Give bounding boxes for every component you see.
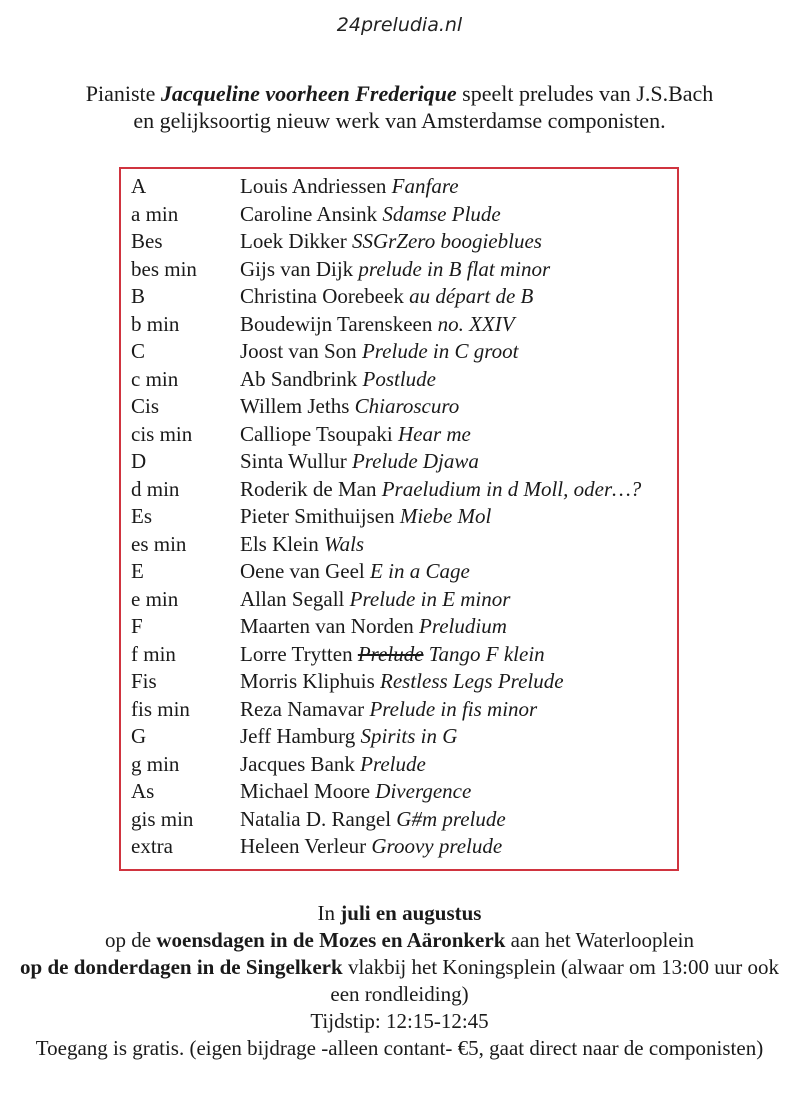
intro-suffix: speelt preludes van J.S.Bach bbox=[456, 81, 714, 106]
composer-name: Morris Kliphuis bbox=[240, 669, 375, 693]
piece-title: no. XXIV bbox=[437, 311, 515, 336]
info-text: aan het Waterlooplein bbox=[505, 928, 694, 952]
composer-name: Natalia D. Rangel bbox=[240, 806, 392, 831]
program-key: f min bbox=[131, 641, 176, 666]
site-url: 24preludia.nl bbox=[336, 14, 463, 36]
piece-title: Restless Legs Prelude bbox=[380, 669, 564, 693]
program-key: extra bbox=[131, 834, 173, 858]
program-entry bbox=[240, 531, 364, 558]
composer-name: Caroline Ansink bbox=[240, 201, 378, 226]
program-entry bbox=[240, 228, 542, 255]
composer-name: Joost van Son bbox=[240, 339, 357, 363]
piece-title: Postlude bbox=[362, 366, 436, 391]
program-entry bbox=[240, 503, 491, 530]
composer-name: Louis Andriessen bbox=[240, 174, 387, 198]
event-info bbox=[20, 900, 779, 1062]
piece-title: Spirits in G bbox=[360, 724, 458, 748]
composer-name: Pieter Smithuijsen bbox=[240, 504, 395, 528]
program-key: gis min bbox=[131, 806, 194, 831]
program-entry bbox=[240, 476, 641, 503]
piece-title: Tango F klein bbox=[428, 641, 545, 666]
program-entry bbox=[240, 283, 533, 310]
composer-name: Els Klein bbox=[240, 531, 319, 556]
piece-title: Prelude Djawa bbox=[351, 449, 479, 473]
piece-title: Sdamse Plude bbox=[382, 201, 501, 226]
program-entry bbox=[240, 613, 507, 640]
composer-name: Roderik de Man bbox=[240, 476, 377, 501]
program-entry bbox=[240, 833, 502, 860]
program-entry bbox=[240, 586, 510, 613]
program-key: B bbox=[131, 284, 146, 308]
program-key: G bbox=[131, 724, 147, 748]
program-entry bbox=[240, 338, 518, 365]
composer-name: Willem Jeths bbox=[240, 394, 350, 418]
program-key: F bbox=[131, 614, 143, 638]
struck-title: Prelude bbox=[357, 641, 424, 666]
program-key: c min bbox=[131, 366, 179, 391]
program-key: a min bbox=[131, 201, 179, 226]
program-key: e min bbox=[131, 586, 179, 611]
piece-title: Prelude bbox=[360, 751, 426, 776]
composer-name: Lorre Trytten bbox=[240, 641, 353, 666]
info-text: op de bbox=[105, 928, 157, 952]
piece-title: Praeludium in d Moll, oder…? bbox=[381, 476, 642, 501]
program-key: Bes bbox=[131, 229, 163, 253]
piece-title: Divergence bbox=[375, 779, 472, 803]
info-thursday-venue: op de donderdagen in de Singelkerk bbox=[20, 955, 343, 979]
program-key: d min bbox=[131, 476, 180, 501]
program-entry bbox=[240, 696, 537, 723]
piece-title: Prelude in C groot bbox=[361, 339, 519, 363]
piece-title: E in a Cage bbox=[370, 559, 470, 583]
piece-title: au départ de B bbox=[409, 284, 534, 308]
program-key: D bbox=[131, 449, 147, 473]
info-months: juli en augustus bbox=[340, 901, 482, 925]
composer-name: Maarten van Norden bbox=[240, 614, 414, 638]
program-entry bbox=[240, 393, 459, 420]
info-line-dates bbox=[20, 900, 779, 927]
composer-name: Heleen Verleur bbox=[240, 834, 367, 858]
program-entry bbox=[240, 558, 470, 585]
info-text: vlakbij het Koningsplein (alwaar om 13:00 uur ook een rondleiding) bbox=[330, 955, 779, 1006]
composer-name: Jeff Hamburg bbox=[240, 724, 356, 748]
program-key: A bbox=[131, 174, 147, 198]
program-key: fis min bbox=[131, 696, 190, 721]
piece-title: Fanfare bbox=[391, 174, 459, 198]
program-key: es min bbox=[131, 531, 187, 556]
program-key: E bbox=[131, 559, 144, 583]
composer-name: Michael Moore bbox=[240, 779, 371, 803]
piece-title: prelude in B flat minor bbox=[358, 256, 551, 281]
piece-title: Preludium bbox=[419, 614, 507, 638]
piece-title: Chiaroscuro bbox=[354, 394, 460, 418]
piece-title: Prelude in E minor bbox=[349, 586, 511, 611]
composer-name: Gijs van Dijk bbox=[240, 256, 354, 281]
info-line-time: Tijdstip: 12:15-12:45 bbox=[310, 1009, 489, 1033]
program-entry bbox=[240, 448, 479, 475]
program-entry bbox=[240, 366, 436, 393]
piece-title: Groovy prelude bbox=[371, 834, 503, 858]
piece-title: Miebe Mol bbox=[399, 504, 492, 528]
program-entry bbox=[240, 173, 459, 200]
program-entry bbox=[240, 256, 550, 283]
composer-name: Calliope Tsoupaki bbox=[240, 421, 393, 446]
info-line-thursday bbox=[20, 954, 779, 1008]
program-key: g min bbox=[131, 751, 180, 776]
program-entry bbox=[240, 751, 426, 778]
composer-name: Reza Namavar bbox=[240, 696, 365, 721]
program-entry bbox=[240, 723, 457, 750]
program-key: C bbox=[131, 339, 146, 363]
piece-title: Hear me bbox=[397, 421, 471, 446]
program-entry bbox=[240, 201, 501, 228]
program-box bbox=[119, 167, 679, 871]
intro-prefix: Pianiste bbox=[85, 81, 161, 106]
program-key: Es bbox=[131, 504, 152, 528]
piece-title: SSGrZero boogieblues bbox=[351, 229, 542, 253]
program-entry bbox=[240, 641, 545, 668]
intro-line-2: en gelijksoortig nieuw werk van Amsterdamse componisten. bbox=[133, 108, 666, 133]
program-entry bbox=[240, 778, 471, 805]
info-line-wednesday bbox=[20, 927, 779, 954]
composer-name: Jacques Bank bbox=[240, 751, 355, 776]
piece-title: G#m prelude bbox=[396, 806, 506, 831]
program-key: Fis bbox=[131, 669, 157, 693]
performer-name: Jacqueline voorheen Frederique bbox=[160, 81, 457, 106]
composer-name: Christina Oorebeek bbox=[240, 284, 404, 308]
piece-title: Prelude in fis minor bbox=[369, 696, 538, 721]
composer-name: Sinta Wullur bbox=[240, 449, 347, 473]
composer-name: Boudewijn Tarenskeen bbox=[240, 311, 433, 336]
info-text: In bbox=[317, 901, 341, 925]
intro-line-1 bbox=[40, 80, 759, 107]
composer-name: Allan Segall bbox=[240, 586, 345, 611]
composer-name: Oene van Geel bbox=[240, 559, 365, 583]
program-key: bes min bbox=[131, 256, 197, 281]
program-entry bbox=[240, 421, 471, 448]
info-wednesday-venue: woensdagen in de Mozes en Aäronkerk bbox=[156, 928, 506, 952]
intro-text bbox=[40, 80, 759, 134]
program-key: Cis bbox=[131, 394, 160, 418]
program-key: As bbox=[131, 779, 155, 803]
program-key: b min bbox=[131, 311, 180, 336]
program-entry bbox=[240, 668, 564, 695]
composer-name: Ab Sandbrink bbox=[240, 366, 358, 391]
piece-title: Wals bbox=[324, 531, 365, 556]
program-entry bbox=[240, 806, 506, 833]
info-line-admission: Toegang is gratis. (eigen bijdrage -alleen contant- €5, gaat direct naar de componisten) bbox=[35, 1036, 764, 1060]
composer-name: Loek Dikker bbox=[240, 229, 347, 253]
program-entry bbox=[240, 311, 515, 338]
program-key: cis min bbox=[131, 421, 193, 446]
